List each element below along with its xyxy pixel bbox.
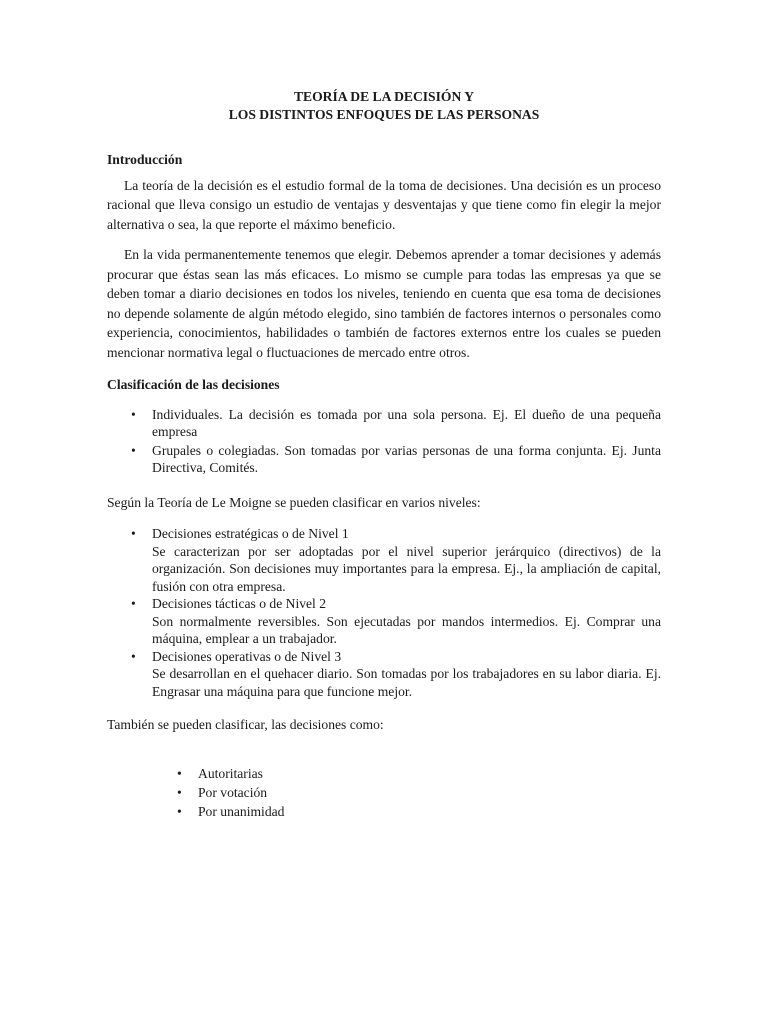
list-item	[131, 442, 661, 477]
level-description: Se caracterizan por ser adoptadas por el nivel superior jerárquico (directivos) de la organización. Son decisiones muy importantes para la empresa. Ej., la ampliación de capital, fusión con otra empresa.	[152, 543, 661, 594]
bullet-icon: •	[131, 442, 136, 458]
bullet-icon: •	[177, 784, 182, 800]
also-classify-intro: También se pueden clasificar, las decisiones como:	[107, 717, 384, 732]
classification-heading: Clasificación de las decisiones	[107, 377, 280, 392]
list-item-text: Individuales. La decisión es tomada por una sola persona. Ej. El dueño de una pequeña empresa	[152, 406, 661, 439]
list-item-text: Autoritarias	[198, 765, 263, 781]
bullet-icon: •	[131, 596, 136, 611]
intro-paragraph-2: En la vida permanentemente tenemos que elegir. Debemos aprender a tomar decisiones y además procurar que éstas sean las más eficaces. Lo mismo se cumple para todas las empresas ya que se deben tomar a diario decisiones en todos los niveles, teniendo en cuenta que esa toma de decisiones no depende solamente de algún método elegido, sino también de factores internos o personales como experiencia, conocimientos, habilidades o también de factores externos entre los cuales se pueden mencionar normativa legal o fluctuaciones de mercado entre otros.	[107, 247, 661, 360]
document-title-line-2: LOS DISTINTOS ENFOQUES DE LAS PERSONAS	[228, 107, 540, 122]
list-item	[131, 595, 661, 648]
bullet-icon: •	[131, 526, 136, 541]
list-item	[131, 406, 661, 441]
intro-heading: Introducción	[107, 152, 183, 167]
bullet-icon: •	[131, 648, 136, 664]
level-heading: Decisiones tácticas o de Nivel 2	[152, 596, 327, 611]
list-item-text: Por votación	[198, 784, 268, 800]
level-heading: Decisiones estratégicas o de Nivel 1	[152, 526, 349, 541]
decision-types-list	[177, 764, 661, 821]
level-description: Se desarrollan en el quehacer diario. Son tomadas por los trabajadores en su labor diaria. Ej. Engrasar una máquina para que funcione mejor.	[152, 666, 661, 699]
list-item	[177, 764, 661, 783]
list-item	[177, 802, 661, 821]
level-description: Son normalmente reversibles. Son ejecutadas por mandos intermedios. Ej. Comprar una máquina, emplear a un trabajador.	[152, 613, 661, 646]
list-item	[131, 525, 661, 595]
bullet-icon: •	[177, 803, 182, 819]
bullet-icon: •	[131, 406, 136, 422]
list-item	[177, 783, 661, 802]
levels-list	[131, 525, 661, 700]
list-item-text: Grupales o colegiadas. Son tomadas por varias personas de una forma conjunta. Ej. Junta Directiva, Comités.	[152, 442, 661, 475]
list-item	[131, 648, 661, 701]
le-moigne-intro: Según la Teoría de Le Moigne se pueden clasificar en varios niveles:	[107, 494, 481, 510]
bullet-icon: •	[177, 765, 182, 781]
intro-paragraph-1: La teoría de la decisión es el estudio formal de la toma de decisiones. Una decisión es un proceso racional que lleva consigo un estudio de ventajas y desventajas y que tiene como fin elegir la mejor alternativa o sea, la que reporte el máximo beneficio.	[107, 177, 661, 232]
document-title-line-1: TEORÍA DE LA DECISIÓN Y	[293, 89, 475, 104]
document-page	[107, 88, 661, 821]
list-item-text: Por unanimidad	[198, 803, 285, 819]
classification-list	[131, 406, 661, 477]
level-heading: Decisiones operativas o de Nivel 3	[152, 648, 342, 664]
